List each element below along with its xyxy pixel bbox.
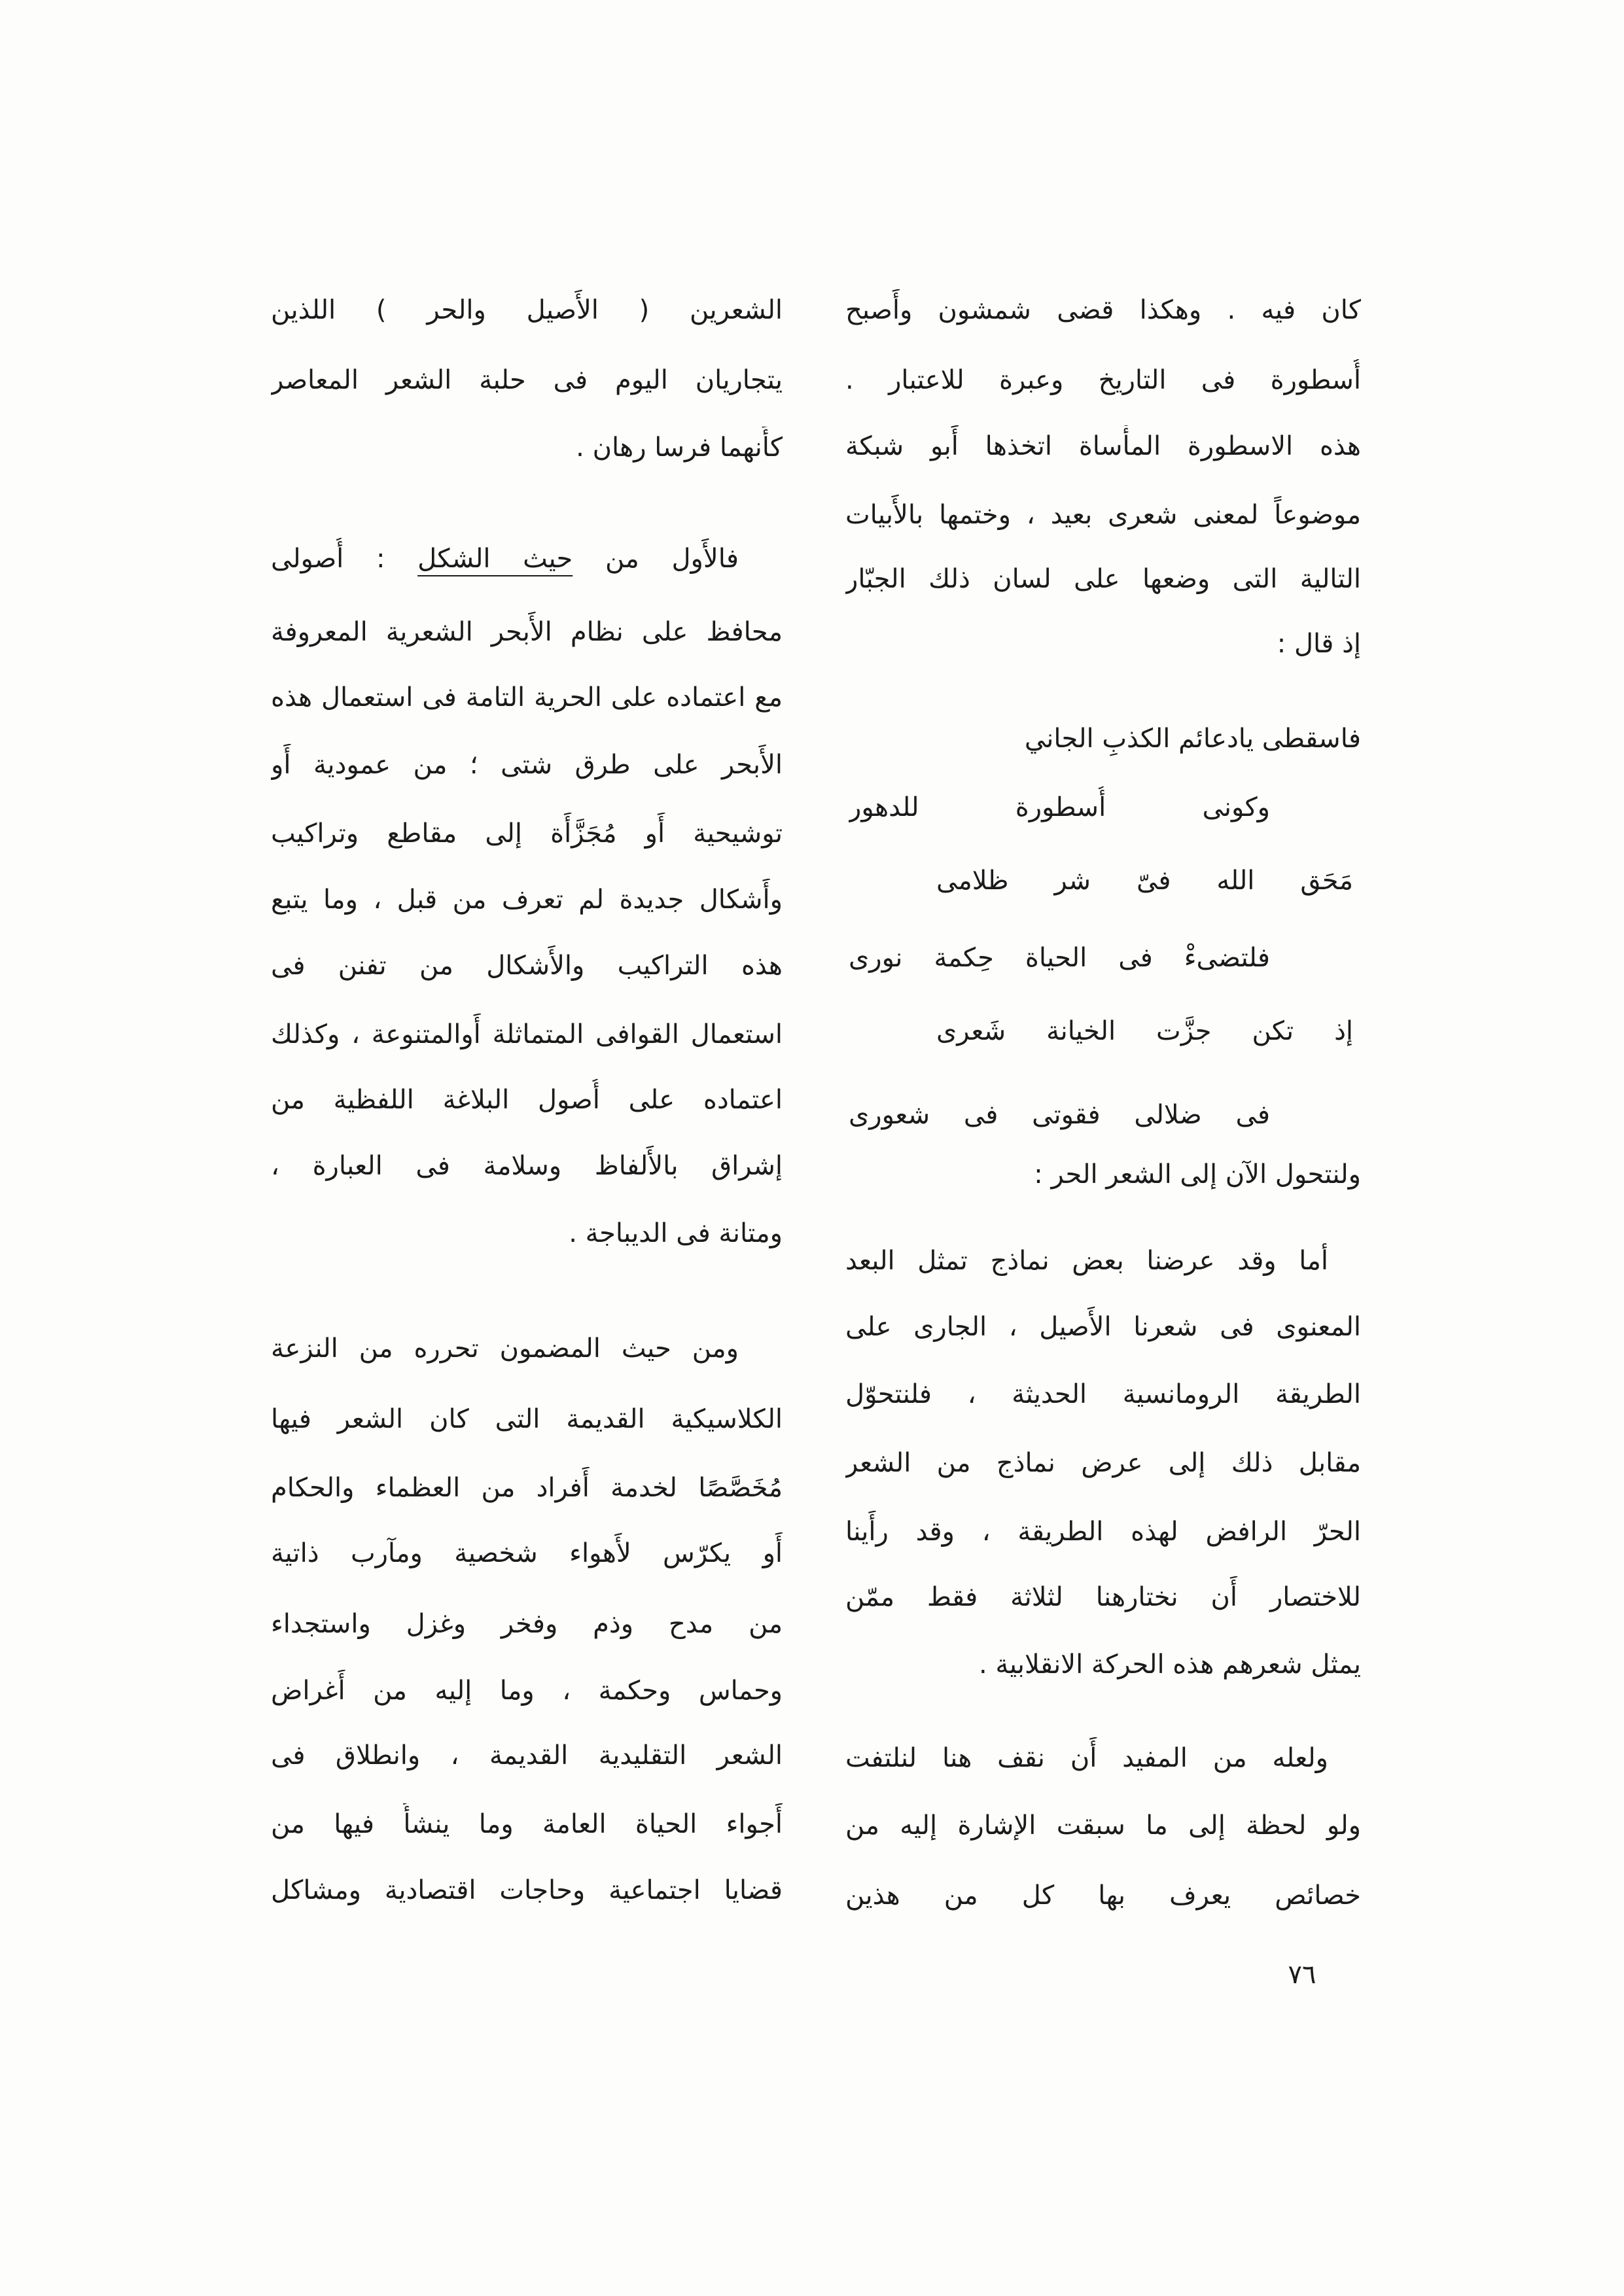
- paragraph-line: الكلاسيكية القديمة التى كان الشعر فيها: [271, 1404, 783, 1434]
- paragraph-line: الشعر التقليدية القديمة ، وانطلاق فى: [271, 1740, 783, 1771]
- paragraph-line: مُخَصَّصًا لخدمة أَفراد من العظماء والحكام: [271, 1473, 783, 1503]
- paragraph-line: التالية التى وضعها على لسان ذلك الجبّار: [845, 564, 1361, 594]
- paragraph-line: توشيحية أَو مُجَزَّأَة إلى مقاطع وتراكيب: [271, 819, 783, 849]
- paragraph-line: الشعرين ( الأَصيل والحر ) اللذين: [271, 295, 783, 325]
- poem-line: فى ضلالى فقوتى فى شعورى: [849, 1100, 1270, 1130]
- transition-line: ولنتحول الآن إلى الشعر الحر :: [1034, 1159, 1361, 1190]
- paragraph-line: الأَبحر على طرق شتى ؛ من عمودية أَو: [271, 750, 783, 780]
- paragraph-line: ومن حيث المضمون تحرره من النزعة: [271, 1333, 739, 1364]
- paragraph-line: للاختصار أَن نختارهنا لثلاثة فقط ممّن: [845, 1582, 1361, 1612]
- paragraph-line: قضايا اجتماعية وحاجات اقتصادية ومشاكل: [271, 1875, 783, 1905]
- paragraph-line: كأَنهما فرسا رهان .: [576, 433, 783, 463]
- paragraph-line: يمثل شعرهم هذه الحركة الانقلابية .: [978, 1650, 1361, 1680]
- poem-line: وكونى أُسطورة للدهور: [849, 792, 1270, 822]
- paragraph-line: مع اعتماده على الحرية التامة فى استعمال هذه: [271, 682, 783, 713]
- paragraph-line: أَجواء الحياة العامة وما ينشأُ فيها من: [271, 1809, 783, 1839]
- paragraph-line: استعمال القوافى المتماثلة أَوالمتنوعة ، وكذلك: [271, 1019, 783, 1050]
- paragraph-line: هذه التراكيب والأَشكال من تفنن فى: [271, 951, 783, 981]
- paragraph-line: موضوعاً لمعنى شعرى بعيد ، وختمها بالأَبيات: [845, 500, 1361, 530]
- poem-line: فلتضىءْ فى الحياة حِكمة نورى: [849, 943, 1270, 973]
- paragraph-line: أُسطورة فى التاريخ وعبرة للاعتبار .: [845, 365, 1361, 395]
- paragraph-line: إشراق بالأَلفاظ وسلامة فى العبارة ،: [271, 1151, 783, 1181]
- page-number: ٧٦: [1288, 1960, 1316, 1990]
- paragraph-line: اعتماده على أُصول البلاغة اللفظية من: [271, 1085, 783, 1115]
- paragraph-line: ومتانة فى الديباجة .: [569, 1218, 783, 1248]
- paragraph-line: هذه الاسطورة المأْساة اتخذها أَبو شبكة: [845, 431, 1361, 461]
- paragraph-line: وأَشكال جديدة لم تعرف من قبل ، وما يتبع: [271, 885, 783, 915]
- paragraph-line: ولو لحظة إلى ما سبقت الإشارة إليه من: [845, 1810, 1361, 1841]
- opening-text-before: فالأَول من: [605, 544, 739, 574]
- paragraph-line: محافظ على نظام الأَبحر الشعرية المعروفة: [271, 617, 783, 647]
- opening-text-after: : أُصولى: [271, 544, 385, 574]
- paragraph-line: يتجاريان اليوم فى حلبة الشعر المعاصر: [271, 365, 783, 395]
- poem-line: فاسقطى يادعائم الكذبِ الجاني: [1024, 724, 1361, 754]
- paragraph-line: مقابل ذلك إلى عرض نماذج من الشعر: [845, 1448, 1361, 1478]
- paragraph-line: كان فيه . وهكذا قضى شمشون وأَصبح: [845, 295, 1361, 325]
- paragraph-line: أَو يكرّس لأَهواء شخصية ومآرب ذاتية: [271, 1538, 783, 1568]
- poem-line: إذ تكن جزَّت الخيانة شَعرى: [936, 1016, 1353, 1046]
- paragraph-line: ولعله من المفيد أَن نقف هنا لنلتفت: [845, 1743, 1328, 1773]
- paragraph-opening-line: [271, 538, 739, 580]
- paragraph-line: أما وقد عرضنا بعض نماذج تمثل البعد: [845, 1246, 1328, 1276]
- paragraph-line: خصائص يعرف بها كل من هذين: [845, 1881, 1361, 1911]
- paragraph-line: من مدح وذم وفخر وغزل واستجداء: [271, 1609, 783, 1639]
- poem-line: مَحَق الله فىّ شر ظلامى: [936, 866, 1353, 896]
- paragraph-line: المعنوى فى شعرنا الأَصيل ، الجارى على: [845, 1312, 1361, 1342]
- underlined-phrase: حيث الشكل: [417, 544, 573, 574]
- paragraph-line: وحماس وحكمة ، وما إليه من أَغراض: [271, 1676, 783, 1706]
- paragraph-line: إذ قال :: [1277, 629, 1361, 659]
- paragraph-line: الطريقة الرومانسية الحديثة ، فلنتحوّل: [845, 1379, 1361, 1409]
- paragraph-line: الحرّ الرافض لهذه الطريقة ، وقد رأَينا: [845, 1517, 1361, 1547]
